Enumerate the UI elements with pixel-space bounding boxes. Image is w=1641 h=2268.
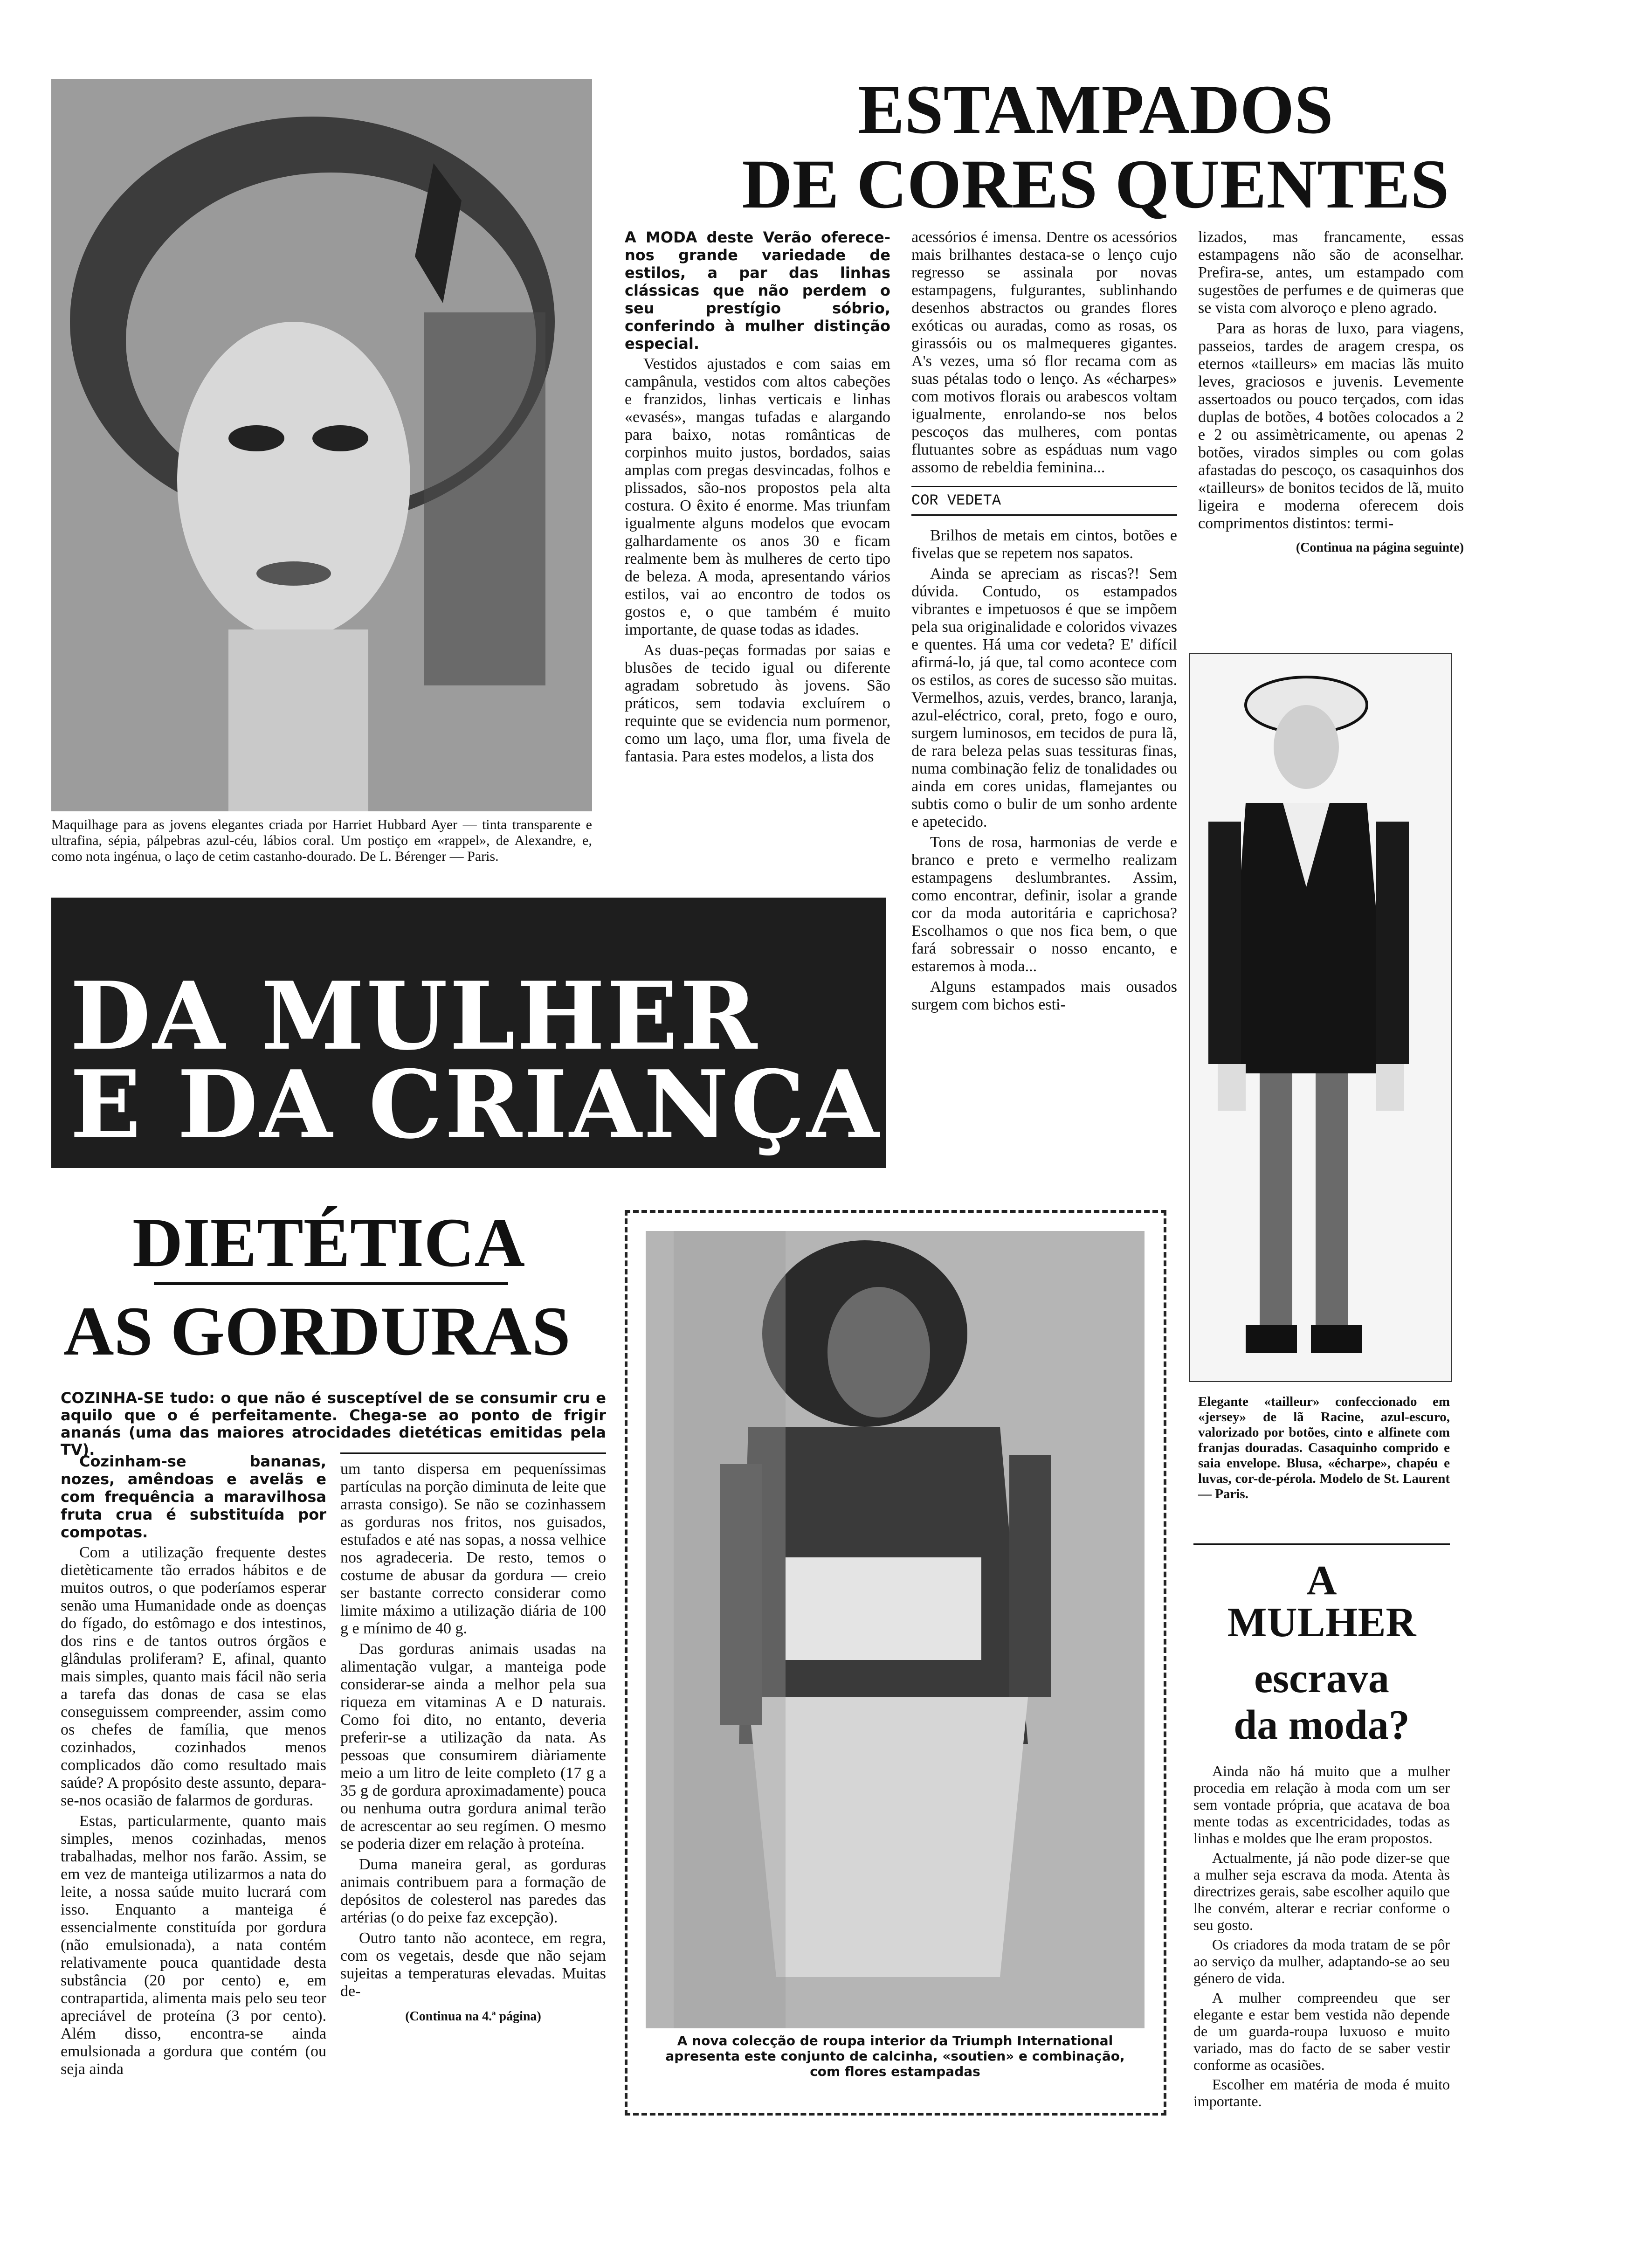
escrava-title-da-moda: da moda? xyxy=(1234,1702,1410,1748)
lingerie-image xyxy=(646,1231,1145,2028)
dietetica-rule xyxy=(154,1282,508,1285)
estampados-paragraph: Brilhos de metais em cintos, botões e fivelas que se repetem nos sapatos. xyxy=(911,527,1177,562)
dietetica-paragraph: Outro tanto não acontece, em regra, com os vegetais, desde que não sejam sujeitas a temperaturas elevadas. Muitas de- xyxy=(340,1929,606,2000)
dietetica-paragraph: Duma maneira geral, as gorduras animais contribuem para a formação de depósitos de colesterol nas paredes das artérias (o do peixe faz excepção). xyxy=(340,1856,606,1926)
estampados-paragraph: Alguns estampados mais ousados surgem com bichos esti- xyxy=(911,978,1177,1013)
estampados-title-line1: ESTAMPADOS xyxy=(858,71,1333,148)
estampados-paragraph: As duas-peças formadas por saias e blusões de tecido igual ou diferente agradam sobretudo às jovens. São práticos, sem todavia excluírem o requinte que se evidencia num pormenor, como um laço, uma flor, uma fivela de fantasia. Para estes modelos, a lista dos xyxy=(625,642,890,765)
dietetica-paragraph: Das gorduras animais usadas na alimentação vulgar, a manteiga pode considerar-se ainda a melhor pela sua riqueza em vitaminas A e D naturais. Como foi dito, no entanto, deveria preferir-se a utilização da nata. As pessoas que consumirem diàriamente meio a um litro de leite completo (17 g a 35 g de gordura aproximadamente) pouca ou nenhuma outra gordura animal terão de acrescentar ao seu regímen. O mesmo se poderia dizer em relação à proteína. xyxy=(340,1640,606,1853)
portrait-caption: Maquilhage para as jovens elegantes criada por Harriet Hubbard Ayer — tinta transparente e ultrafina, sépia, pálpebras azul-céu, lábios coral. Um postiço em «rappel», de Alexandre, e, como nota ingénua, o laço de cetim castanho-dourado. De L. Bérenger — Paris. xyxy=(51,817,592,864)
portrait-image xyxy=(51,79,592,811)
lingerie-photo xyxy=(646,1231,1145,2028)
estampados-column-2 xyxy=(911,228,1177,1016)
section-banner xyxy=(51,898,886,1168)
estampados-column-1 xyxy=(625,228,890,768)
estampados-paragraph: lizados, mas francamente, essas estampagens não são de aconselhar. Prefira-se, antes, um estampado com sugestões de perfumes e de quimeras que se vista com alvoroço e pleno agrado. xyxy=(1198,228,1464,317)
estampados-continua: (Continua na página seguinte) xyxy=(1296,540,1464,555)
tailleur-caption: Elegante «tailleur» confeccionado em «jersey» de lã Racine, azul-escuro, valorizado por botões, cinto e alfinete com franjas douradas. Casaquinho comprido e saia envelope. Blusa, «écharpe», chapéu e luvas, cor-de-pérola. Modelo de St. Laurent — Paris. xyxy=(1198,1394,1450,1501)
dietetica-paragraph: Estas, particularmente, quanto mais simples, menos cozinhadas, menos trabalhadas, melhor nos farão. Assim, se em vez de manteiga utilizarmos a nata do leite, a nossa saúde muito lucrará com isso. Enquanto a manteiga é essencialmente constituída por gordura (não emulsionada), a nata contém relativamente pouca quantidade desta substância (20 por cento) e, em contrapartida, alimenta mais pelo seu teor apreciável de proteína (3 por cento). Além disso, encontra-se ainda emulsionada a gordura que contém (ou seja ainda xyxy=(61,1812,326,2078)
escrava-title-mulher: MULHER xyxy=(1227,1599,1416,1646)
escrava-paragraph: Os criadores da moda tratam de se pôr ao serviço da mulher, adaptando-se ao seu género de vida. xyxy=(1193,1936,1450,1986)
section-banner-line2: E DA CRIANÇA xyxy=(70,1050,881,1160)
dietetica-paragraph: Com a utilização frequente destes dietèticamente tão errados hábitos e de muitos outros, o que poderíamos esperar senão uma Humanidade onde as doenças do fígado, do estômago e dos intestinos, dos rins e de tantos outros órgãos e glândulas proliferam? E, afinal, quanto mais simples, quanto mais fácil não seria a tarefa das donas de casa se elas conseguissem compreender, assim como os chefes de família, que menos cozinhados, cozinhados menos complicados dão como resultado mais saúde? A propósito deste assunto, depara-se-nos ocasião de falarmos de gorduras. xyxy=(61,1544,326,1809)
estampados-subhead: COR VEDETA xyxy=(911,492,1001,509)
dietetica-subtitle: AS GORDURAS xyxy=(63,1293,571,1370)
dietetica-column-2 xyxy=(340,1452,606,2026)
estampados-title-line2: DE CORES QUENTES xyxy=(742,145,1449,223)
section-banner-line1: DA MULHER xyxy=(70,961,759,1071)
escrava-paragraph: A mulher compreendeu que ser elegante e estar bem vestida não depende de um guarda-roupa luxuoso e muito variado, mas do facto de se saber vestir conforme as ocasiões. xyxy=(1193,1989,1450,2073)
estampados-paragraph: Vestidos ajustados e com saias em campânula, vestidos com altos cabeções e franzidos, linhas verticais e linhas «evasés», mangas tufadas e alargando para baixo, notas românticas de corpinhos muito justos, bordados, saias amplas com pregas desvincadas, folhos e plissados, são-nos propostos pela alta costura. O êxito é enorme. Mas triunfam igualmente alguns modelos que evocam galhardamente os anos 30 e ficam realmente bem às mulheres de certo tipo de beleza. A moda, apresentando vários estilos, vai ao encontro de todos os gostos e, o que também é muito importante, de quase todas as idades. xyxy=(625,355,890,638)
escrava-column xyxy=(1193,1763,1450,2112)
escrava-paragraph: Escolher em matéria de moda é muito importante. xyxy=(1193,2076,1450,2109)
escrava-paragraph: Actualmente, já não pode dizer-se que a mulher seja escrava da moda. Atenta às directrizes gerais, sabe escolher aquilo que lhe convém, alterar e recriar conforme o seu gosto. xyxy=(1193,1849,1450,1933)
dietetica-paragraph: um tanto dispersa em pequeníssimas partículas na porção diminuta de leite que arrasta consigo). Se não se cozinhassem as gorduras nos fritos, nos guisados, estufados e até nas sopas, a nossa velhice nos agradeceria. De resto, temos o costume de abusar da gordura — creio ser bastante correcto considerar como limite máximo a utilização diária de 100 g e mínimo de 40 g. xyxy=(340,1460,606,1637)
escrava-title-escrava: escrava xyxy=(1254,1655,1389,1701)
lingerie-caption: A nova colecção de roupa interior da Triumph International apresenta este conjunto de calcinha, «soutien» e combinação, com flores estampadas xyxy=(665,2033,1125,2079)
escrava-title-a: A xyxy=(1306,1557,1337,1604)
dietetica-lead: COZINHA-SE tudo: o que não é susceptível de se consumir cru e aquilo que o é perfeitamente. Chega-se ao ponto de frigir ananás (uma das maiores atrocidades dietéticas emitidas pela TV). xyxy=(61,1389,606,1459)
estampados-lead: A MODA deste Verão oferece-nos grande variedade de estilos, a par das linhas clássicas que não perdem o seu prestígio sóbrio, conferindo à mulher distinção especial. xyxy=(625,228,890,353)
estampados-column-3 xyxy=(1198,228,1464,557)
dietetica-column-1 xyxy=(61,1452,326,2081)
tailleur-photo xyxy=(1189,653,1452,1382)
portrait-photo xyxy=(51,79,592,811)
tailleur-image xyxy=(1190,654,1451,1381)
estampados-paragraph: Tons de rosa, harmonias de verde e branco e preto e vermelho realizam estampagens deslumbrantes. Assim, como encontrar, definir, isolar a grande cor da moda autoritária e caprichosa? Escolhamos o que nos fica bem, o que fará sobressair o nosso encanto, e estaremos à moda... xyxy=(911,834,1177,975)
estampados-paragraph: Ainda se apreciam as riscas?! Sem dúvida. Contudo, os estampados vibrantes e impetuosos é que se impõem pela sua originalidade e coloridos vivazes e quentes. Há uma cor vedeta? E' difícil afirmá-lo, já que, tal como acontece com os estilos, as cores de sucesso são muitas. Vermelhos, azuis, verdes, branco, laranja, azul-eléctrico, coral, preto, fogo e ouro, surgem luminosos, em tecidos de pura lã, de rara beleza pelas suas tessituras finas, numa combinação feliz de tonalidades ou ainda em cores unidas, flamejantes ou subtis como o bulir de um sonho ardente e apetecido. xyxy=(911,565,1177,830)
estampados-paragraph: Para as horas de luxo, para viagens, passeios, tardes de aragem crespa, os eternos «tailleurs» em macias lãs muito leves, graciosos e juvenis. Levemente assertoados ou pouco terçados, com idas duplas de botões, 4 botões colocados a 2 e 2 ou assimètricamente, ou apenas 2 botões, virados simples ou com golas afastadas do pescoço, os casaquinhos dos «tailleurs» de bonitos tecidos de lã, muito ligeira e moderna oferecem dois comprimentos distintos: termi- xyxy=(1198,320,1464,532)
dietetica-title: DIETÉTICA xyxy=(132,1204,525,1281)
estampados-paragraph: acessórios é imensa. Dentre os acessórios mais brilhantes destaca-se o lenço cujo regresso se assinala por novas estampagens, fulgurantes, sublinhando desenhos abstractos ou grandes flores exóticas ou auradas, como as rosas, os girassóis ou os malmequeres gigantes. A's vezes, uma só flor recama com as suas pétalas todo o lenço. As «écharpes» com motivos florais ou arabescos voltam igualmente, enrolando-se nos belos pescoços das mulheres, com pontas flutuantes sobre as espáduas num vago assomo de rebeldia feminina... xyxy=(911,228,1177,476)
dietetica-paragraph: Cozinham-se bananas, nozes, amêndoas e avelãs e com frequência a maravilhosa fruta crua é substituída por compotas. xyxy=(61,1452,326,1541)
dietetica-continua: (Continua na 4.ª página) xyxy=(405,2009,541,2024)
escrava-top-rule xyxy=(1193,1543,1450,1545)
escrava-paragraph: Ainda não há muito que a mulher procedia em relação à moda com um ser sem vontade própria, que acatava de boa mente todas as excentricidades, todas as linhas e moldes que lhe eram propostos. xyxy=(1193,1763,1450,1846)
